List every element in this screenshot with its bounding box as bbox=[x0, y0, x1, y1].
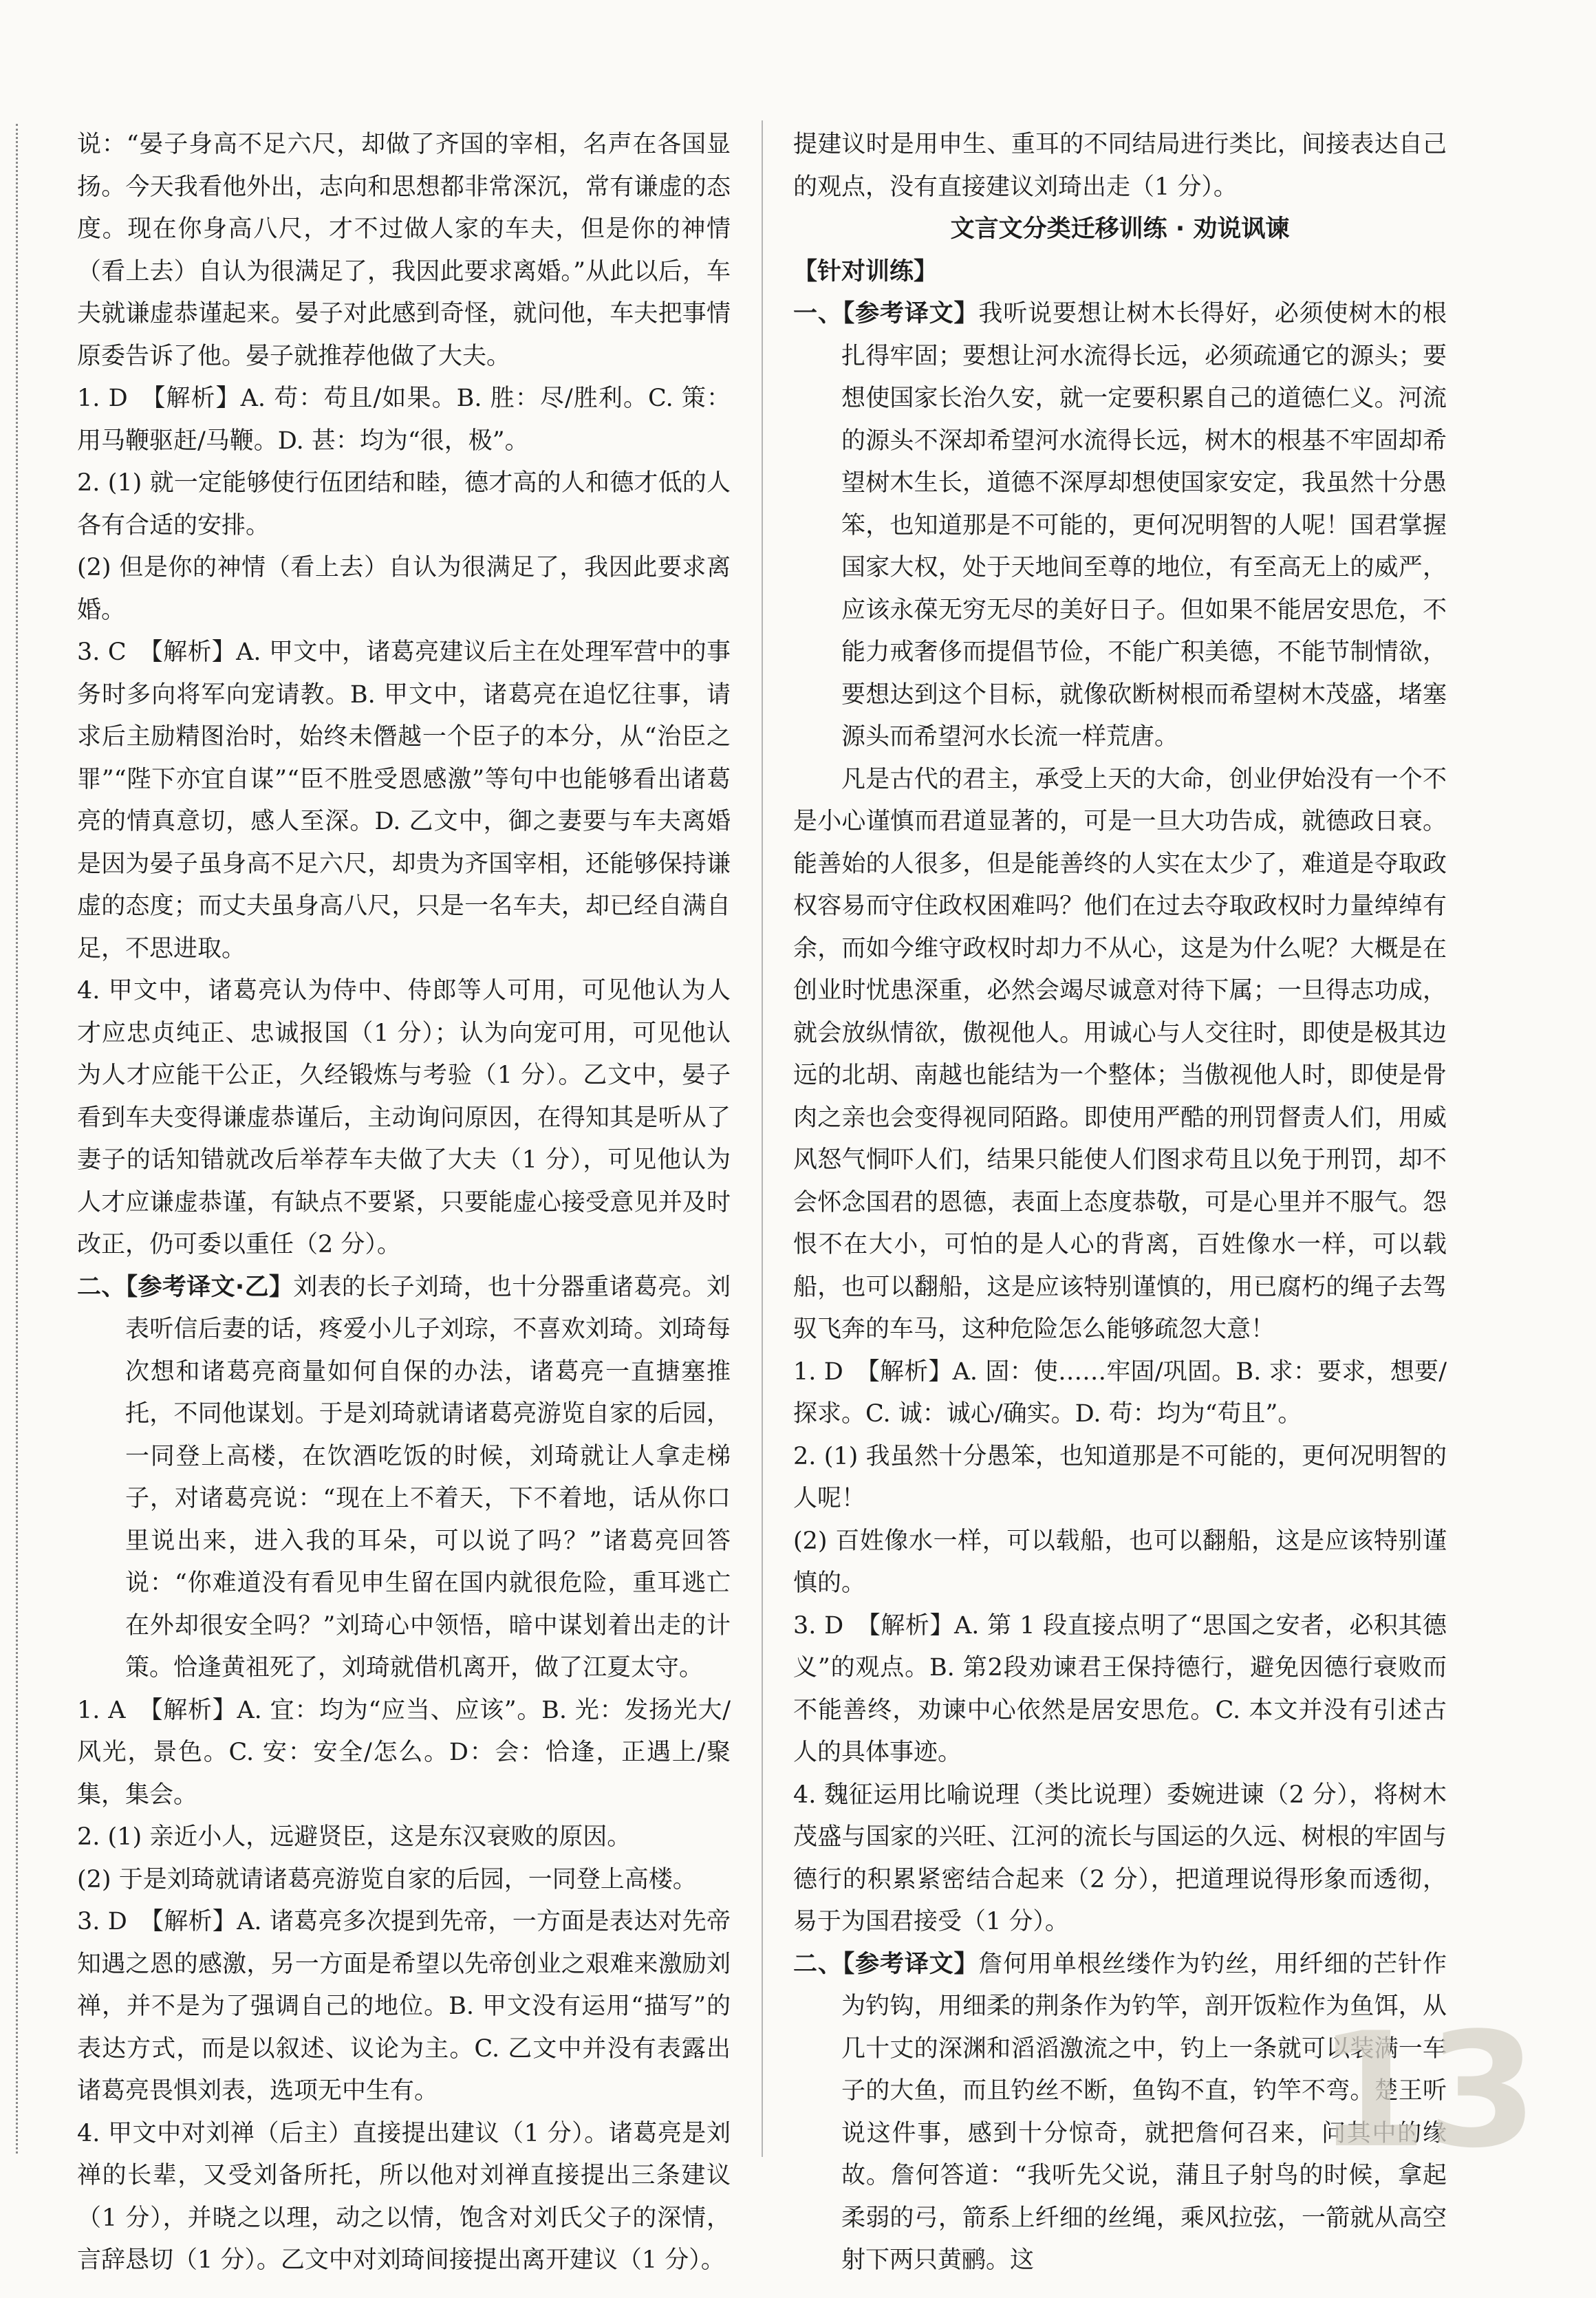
translation-1-label: 一、【参考译文】 bbox=[793, 300, 979, 327]
translation-2-text: 詹何用单根丝缕作为钓丝，用纤细的芒针作为钓钩，用细柔的荆条作为钓竿，剖开饭粒作为鱼饵，从几十丈的深渊和滔滔激流之中，钓上一条就可以装满一车子的大鱼，而且钓丝不断，鱼钩不直，钓竿不弯。楚王听说这件事，感到十分惊奇，就把詹何召来，问其中的缘故。詹何答道：“我听先父说，蒲且子射鸟的时候，拿起柔弱的弓，箭系上纤细的丝绳，乘风拉弦，一箭就从高空射下两只黄鹂。这 bbox=[841, 1950, 1447, 2274]
section-title: 文言文分类迁移训练 · 劝说讽谏 bbox=[950, 215, 1290, 243]
left-column bbox=[77, 124, 731, 2282]
section-2-translation bbox=[77, 1267, 731, 1690]
section-2-answer-3: 3. D 【解析】A. 诸葛亮多次提到先帝，一方面是表达对先帝知遇之恩的感激，另一方面是希望以先帝创业之艰难来激励刘禅，并不是为了强调自己的地位。B. 甲文没有运用“描写”的表达方式，而是以叙述、议论为主。C. 乙文中并没有表露出诸葛亮畏惧刘表，选项无中生有。 bbox=[77, 1908, 731, 2105]
answer-3: 3. C 【解析】A. 甲文中，诸葛亮建议后主在处理军营中的事务时多向将军向宠请教。B. 甲文中，诸葛亮在追忆往事，请求后主励精图治时，始终未僭越一个臣子的本分，从“治臣之罪”“陛下亦宜自谋”“臣不胜受恩感激”等句中也能够看出诸葛亮的情真意切，感人至深。D. 乙文中，御之妻要与车夫离婚是因为晏子虽身高不足六尺，却贵为齐国宰相，还能够保持谦虚的态度；而丈夫虽身高八尺，只是一名车夫，却已经自满自足，不思进取。 bbox=[77, 638, 731, 963]
translation-1-para-1: 我听说要想让树木长得好，必须使树木的根扎得牢固；要想让河水流得长远，必须疏通它的源头；要想使国家长治久安，就一定要积累自己的道德仁义。河流的源头不深却希望河水流得长远，树木的根基不牢固却希望树木生长，道德不深厚却想使国家安定，我虽然十分愚笨，也知道那是不可能的，更何况明智的人呢！国君掌握国家大权，处于天地间至尊的地位，有至高无上的威严，应该永葆无穷无尽的美好日子。但如果不能居安思危，不能力戒奢侈而提倡节俭，不能广积美德，不能节制情欲，要想达到这个目标，就像砍断树根而希望树木茂盛，堵塞源头而希望河水长流一样荒唐。 bbox=[841, 300, 1447, 751]
section-2-answer-4: 4. 甲文中对刘禅（后主）直接提出建议（1 分）。诸葛亮是刘禅的长辈，又受刘备所托，所以他对刘禅直接提出三条建议（1 分），并晓之以理，动之以情，饱含对刘氏父子的深情，言辞恳切（1 分）。乙文中对刘琦间接提出离开建议（1 分）。 bbox=[77, 2119, 731, 2274]
answer-continuation: 提建议时是用申生、重耳的不同结局进行类比，间接表达自己的观点，没有直接建议刘琦出走（1 分）。 bbox=[793, 131, 1447, 201]
answer-2-part-1: 2. (1) 就一定能够使行伍团结和睦，德才高的人和德才低的人各有合适的安排。 bbox=[77, 469, 731, 539]
binding-margin-line bbox=[16, 124, 18, 2154]
translation-1 bbox=[793, 293, 1447, 759]
page-number: 13 bbox=[1317, 1999, 1538, 2183]
column-divider bbox=[762, 120, 763, 2157]
practice-answer-2-part-2: (2) 百姓像水一样，可以载船，也可以翻船，这是应该特别谨慎的。 bbox=[793, 1527, 1447, 1597]
practice-heading: 【针对训练】 bbox=[793, 257, 938, 286]
practice-answer-3: 3. D 【解析】A. 第 1 段直接点明了“思国之安者，必积其德义”的观点。B. 第2段劝谏君王保持德行，避免因德行衰败而不能善终，劝谏中心依然是居安思危。C. 本文并没有引述古人的具体事迹。 bbox=[793, 1611, 1447, 1766]
section-2-label: 二、【参考译文·乙】 bbox=[77, 1273, 294, 1301]
answer-1: 1. D 【解析】A. 苟：苟且/如果。B. 胜：尽/胜利。C. 策：用马鞭驱赶/马鞭。D. 甚：均为“很，极”。 bbox=[77, 385, 731, 455]
section-2-answer-2-part-1: 2. (1) 亲近小人，远避贤臣，这是东汉衰败的原因。 bbox=[77, 1823, 632, 1851]
translation-1-para-2: 凡是古代的君主，承受上天的大命，创业伊始没有一个不是小心谨慎而君道显著的，可是一旦大功告成，就德政日衰。能善始的人很多，但是能善终的人实在太少了，难道是夺取政权容易而守住政权困难吗？他们在过去夺取政权时力量绰绰有余，而如今维守政权时却力不从心，这是为什么呢？大概是在创业时忧患深重，必然会竭尽诚意对待下属；一旦得志功成，就会放纵情欲，傲视他人。用诚心与人交往时，即使是极其边远的北胡、南越也能结为一个整体；当傲视他人时，即使是骨肉之亲也会变得视同陌路。即使用严酷的刑罚督责人们，用威风怒气恫吓人们，结果只能使人们图求苟且以免于刑罚，却不会怀念国君的恩德，表面上态度恭敬，可是心里并不服气。怨恨不在大小，可怕的是人心的背离，百姓像水一样，可以载船，也可以翻船，这是应该特别谨慎的，用已腐朽的绳子去驾驭飞奔的车马，这种危险怎么能够疏忽大意！ bbox=[793, 765, 1447, 1343]
answer-4: 4. 甲文中，诸葛亮认为侍中、侍郎等人可用，可见他认为人才应忠贞纯正、忠诚报国（1 分）；认为向宠可用，可见他认为人才应能干公正，久经锻炼与考验（1 分）。乙文中，晏子看到车夫变得谦虚恭谨后，主动询问原因，在得知其是听从了妻子的话知错就改后举荐车夫做了大夫（1 分），可见他认为人才应谦虚恭谨，有缺点不要紧，只要能虚心接受意见并及时改正，仍可委以重任（2 分）。 bbox=[77, 977, 731, 1258]
practice-answer-1: 1. D 【解析】A. 固：使……牢固/巩固。B. 求：要求，想要/探求。C. 诚：诚心/确实。D. 苟：均为“苟且”。 bbox=[793, 1357, 1447, 1428]
practice-answer-4: 4. 魏征运用比喻说理（类比说理）委婉进谏（2 分），将树木茂盛与国家的兴旺、江河的流长与国运的久远、树根的牢固与德行的积累紧密结合起来（2 分），把道理说得形象而透彻，易于为国君接受（1 分）。 bbox=[793, 1781, 1447, 1935]
right-column bbox=[793, 124, 1447, 2282]
practice-answer-2-part-1: 2. (1) 我虽然十分愚笨，也知道那是不可能的，更何况明智的人呢！ bbox=[793, 1442, 1447, 1512]
translation-2-label: 二、【参考译文】 bbox=[793, 1950, 979, 1978]
answer-2-part-2: (2) 但是你的神情（看上去）自认为很满足了，我因此要求离婚。 bbox=[77, 554, 731, 624]
section-2-translation-text: 刘表的长子刘琦，也十分器重诸葛亮。刘表听信后妻的话，疼爱小儿子刘琮，不喜欢刘琦。刘琦每次想和诸葛亮商量如何自保的办法，诸葛亮一直搪塞推托，不同他谋划。于是刘琦就请诸葛亮游览自家的后园，一同登上高楼，在饮酒吃饭的时候，刘琦就让人拿走梯子，对诸葛亮说：“现在上不着天，下不着地，话从你口里说出来，进入我的耳朵，可以说了吗？”诸葛亮回答说：“你难道没有看见申生留在国内就很危险，重耳逃亡在外却很安全吗？”刘琦心中领悟，暗中谋划着出走的计策。恰逢黄祖死了，刘琦就借机离开，做了江夏太守。 bbox=[125, 1273, 731, 1682]
section-2-answer-2-part-2: (2) 于是刘琦就请诸葛亮游览自家的后园，一同登上高楼。 bbox=[77, 1865, 697, 1893]
section-2-answer-1: 1. A 【解析】A. 宜：均为“应当、应该”。B. 光：发扬光大/风光，景色。C. 安：安全/怎么。D：会：恰逢，正遇上/聚集，集会。 bbox=[77, 1696, 731, 1809]
translation-continuation: 说：“晏子身高不足六尺，却做了齐国的宰相，名声在各国显扬。今天我看他外出，志向和思想都非常深沉，常有谦虚的态度。现在你身高八尺，才不过做人家的车夫，但是你的神情（看上去）自认为很满足了，我因此要求离婚。”从此以后，车夫就谦虚恭谨起来。晏子对此感到奇怪，就问他，车夫把事情原委告诉了他。晏子就推荐他做了大夫。 bbox=[77, 131, 731, 370]
